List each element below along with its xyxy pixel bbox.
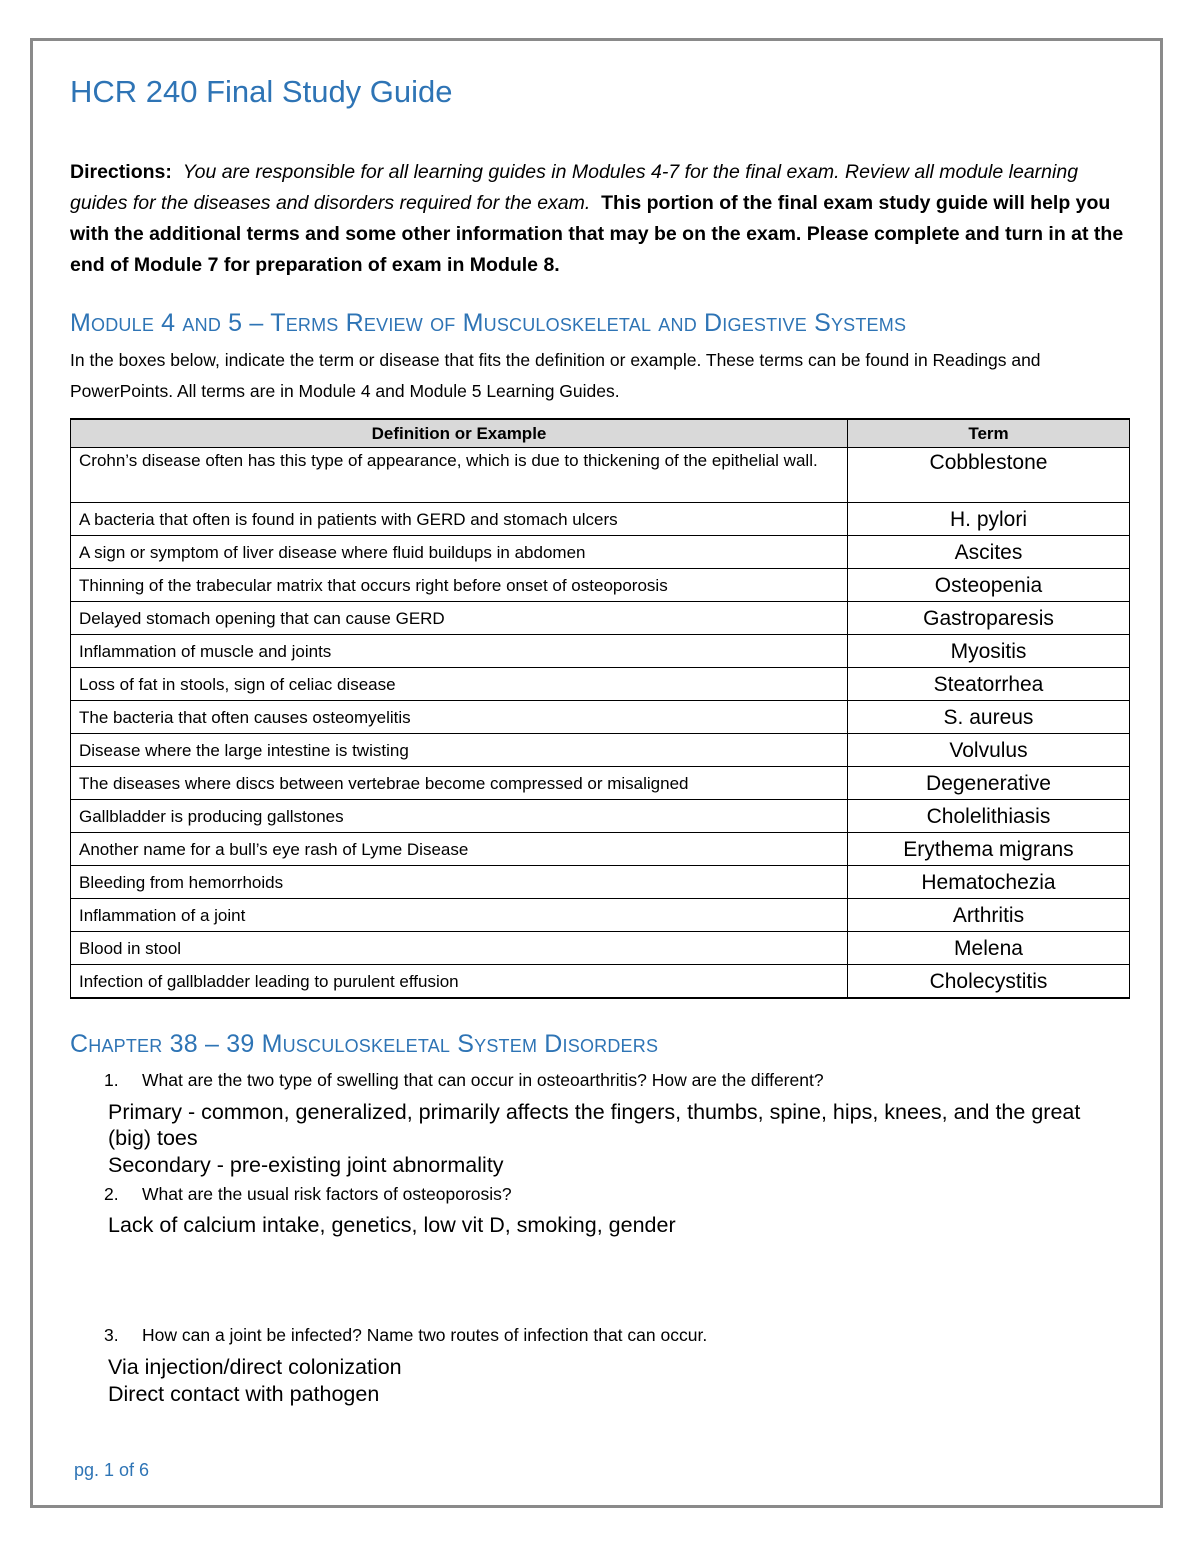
answer-3-line-2[interactable]: Direct contact with pathogen	[108, 1382, 380, 1406]
directions-italic: You are responsible for all learning guides in Modules 4-7 for the final exam. Review all module learning guides for the diseases and disorders required for the exam.	[70, 161, 1079, 214]
answer-2-line-1[interactable]: Lack of calcium intake, genetics, low vit D, smoking, gender	[108, 1213, 676, 1237]
section-heading-terms-review: Module 4 and 5 – Terms Review of Musculoskeletal and Digestive Systems	[70, 309, 907, 337]
terms-table	[70, 418, 1130, 999]
term-cell[interactable]: Erythema migrans	[848, 833, 1130, 866]
definition-cell: Another name for a bull’s eye rash of Lyme Disease	[71, 833, 848, 866]
table-row	[71, 800, 1130, 833]
question-number: 1.	[104, 1070, 119, 1090]
directions-bold: This portion of the final exam study guide will help you with the additional terms and some other information that may be on the exam. Please complete and turn in at the end of Module 7 for preparation of exam in Module 8.	[70, 192, 1124, 276]
definition-cell: A bacteria that often is found in patients with GERD and stomach ulcers	[71, 503, 848, 536]
definition-cell: Blood in stool	[71, 932, 848, 965]
term-cell[interactable]: Osteopenia	[848, 569, 1130, 602]
term-cell[interactable]: Myositis	[848, 635, 1130, 668]
term-cell[interactable]: H. pylori	[848, 503, 1130, 536]
directions-paragraph	[70, 157, 1130, 281]
section-heading-musculoskeletal: Chapter 38 – 39 Musculoskeletal System Disorders	[70, 1030, 659, 1058]
definition-cell: Gallbladder is producing gallstones	[71, 800, 848, 833]
term-cell[interactable]: Cholecystitis	[848, 965, 1130, 999]
table-row	[71, 965, 1130, 999]
table-row	[71, 866, 1130, 899]
term-cell[interactable]: Cobblestone	[848, 448, 1130, 503]
definition-cell: Delayed stomach opening that can cause GERD	[71, 602, 848, 635]
term-cell[interactable]: Ascites	[848, 536, 1130, 569]
question-text: What are the usual risk factors of osteoporosis?	[142, 1184, 512, 1204]
definition-cell: A sign or symptom of liver disease where fluid buildups in abdomen	[71, 536, 848, 569]
definition-cell: The diseases where discs between vertebrae become compressed or misaligned	[71, 767, 848, 800]
definition-cell: Loss of fat in stools, sign of celiac disease	[71, 668, 848, 701]
definition-cell: Inflammation of a joint	[71, 899, 848, 932]
question-number: 2.	[104, 1184, 119, 1204]
table-row	[71, 701, 1130, 734]
question-number: 3.	[104, 1325, 119, 1345]
definition-cell: The bacteria that often causes osteomyelitis	[71, 701, 848, 734]
definition-cell: Inflammation of muscle and joints	[71, 635, 848, 668]
question-2	[104, 1184, 512, 1205]
header-definition: Definition or Example	[71, 419, 848, 448]
table-row	[71, 448, 1130, 503]
answer-3-line-1[interactable]: Via injection/direct colonization	[108, 1355, 402, 1379]
definition-cell: Infection of gallbladder leading to purulent effusion	[71, 965, 848, 999]
term-cell[interactable]: Hematochezia	[848, 866, 1130, 899]
question-1	[104, 1070, 824, 1091]
table-row	[71, 668, 1130, 701]
table-row	[71, 899, 1130, 932]
table-header-row	[71, 419, 1130, 448]
definition-cell: Disease where the large intestine is twisting	[71, 734, 848, 767]
term-cell[interactable]: Degenerative	[848, 767, 1130, 800]
answer-1-line-2[interactable]: Secondary - pre-existing joint abnormality	[108, 1153, 504, 1177]
term-cell[interactable]: Gastroparesis	[848, 602, 1130, 635]
term-cell[interactable]: S. aureus	[848, 701, 1130, 734]
table-row	[71, 569, 1130, 602]
term-cell[interactable]: Steatorrhea	[848, 668, 1130, 701]
page-number: pg. 1 of 6	[74, 1460, 150, 1480]
term-cell[interactable]: Arthritis	[848, 899, 1130, 932]
table-row	[71, 767, 1130, 800]
definition-cell: Bleeding from hemorrhoids	[71, 866, 848, 899]
directions-lead: Directions:	[70, 161, 172, 183]
table-row	[71, 833, 1130, 866]
table-row	[71, 536, 1130, 569]
definition-cell: Thinning of the trabecular matrix that occurs right before onset of osteoporosis	[71, 569, 848, 602]
term-cell[interactable]: Cholelithiasis	[848, 800, 1130, 833]
question-3	[104, 1325, 707, 1346]
table-row	[71, 635, 1130, 668]
question-text: What are the two type of swelling that can occur in osteoarthritis? How are the different?	[142, 1070, 824, 1090]
term-cell[interactable]: Volvulus	[848, 734, 1130, 767]
table-row	[71, 932, 1130, 965]
page-title: HCR 240 Final Study Guide	[70, 74, 453, 109]
question-text: How can a joint be infected? Name two routes of infection that can occur.	[142, 1325, 708, 1345]
section-intro: In the boxes below, indicate the term or disease that fits the definition or example. These terms can be found in Readings and PowerPoints. All terms are in Module 4 and Module 5 Learning Guides.	[70, 350, 1041, 401]
term-cell[interactable]: Melena	[848, 932, 1130, 965]
answer-1-line-1[interactable]: Primary - common, generalized, primarily affects the fingers, thumbs, spine, hips, knees, and the great (big) toes	[108, 1100, 1081, 1150]
header-term: Term	[848, 419, 1130, 448]
table-row	[71, 503, 1130, 536]
table-row	[71, 602, 1130, 635]
table-row	[71, 734, 1130, 767]
definition-cell: Crohn’s disease often has this type of appearance, which is due to thickening of the epithelial wall.	[71, 448, 848, 503]
